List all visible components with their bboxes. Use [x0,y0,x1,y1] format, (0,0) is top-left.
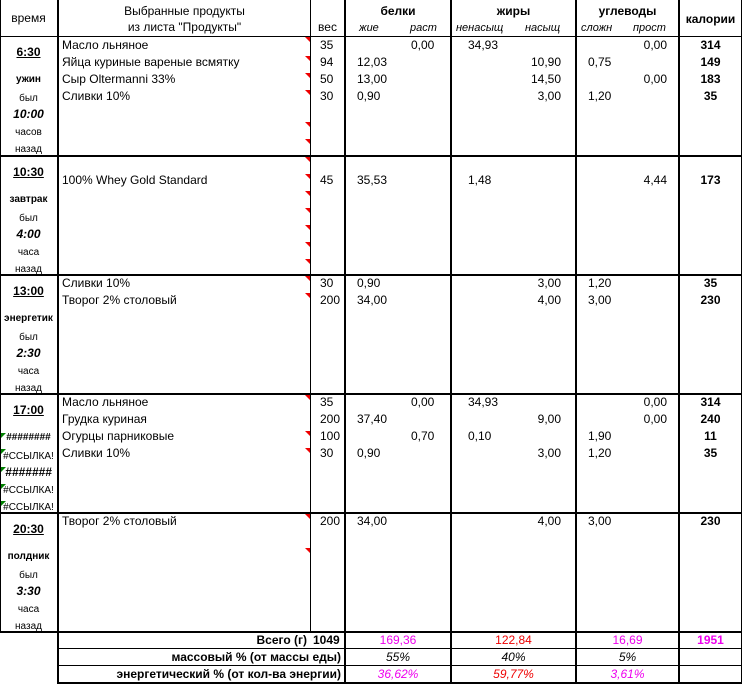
meal-unit: #ССЫЛКА! [3,485,54,496]
error-indicator-icon [1,433,6,438]
grid-line [0,36,742,37]
meal-was: был [19,213,38,224]
comment-indicator-icon [305,122,310,127]
header-protein: белки [380,4,416,18]
grid-line [575,0,577,684]
header-carbs-simple: прост [633,22,666,34]
meal-unit: часов [15,127,42,138]
product-weight[interactable]: 200 [320,293,341,307]
mass-pct-protein: 55% [385,650,411,664]
product-name[interactable]: Яйца куриные вареные всмятку [62,55,240,69]
nutrient-value-c2: 0,00 [643,412,667,426]
grid-line [57,648,742,649]
comment-indicator-icon [305,174,310,179]
product-weight[interactable]: 45 [320,173,334,187]
grid-line [57,0,59,684]
header-fat-sat: насыщ [525,22,561,34]
nutrient-value-p1: 0,90 [357,446,381,460]
nutrient-value-c1: 0,75 [588,55,612,69]
product-weight[interactable]: 200 [320,514,341,528]
error-indicator-icon [1,484,6,489]
nutrient-value-c1: 1,90 [588,429,612,443]
meal-back: назад [15,621,42,632]
nutrient-value-c1: 1,20 [588,446,612,460]
product-weight[interactable]: 50 [320,72,334,86]
meal-ago: 3:30 [16,584,41,598]
product-weight[interactable]: 100 [320,429,341,443]
meal-time: 17:00 [13,403,44,417]
product-calories: 183 [700,72,721,86]
header-protein-plant: раст [410,22,437,34]
mass-pct-carbs: 5% [618,650,637,664]
meal-name: полдник [7,551,50,562]
product-calories: 230 [700,293,721,307]
header-products-line1: Выбранные продукты [124,4,245,18]
nutrient-value-c1: 3,00 [588,514,612,528]
grid-line [57,665,742,666]
header-time: время [11,11,46,25]
nutrient-value-c1: 3,00 [588,293,612,307]
nutrient-value-f2: 3,00 [537,276,561,290]
comment-indicator-icon [305,548,310,553]
meal-was: был [19,570,38,581]
meal-back: назад [15,264,42,275]
nutrient-value-p1: 13,00 [357,72,388,86]
meal-name: ужин [16,74,41,85]
comment-indicator-icon [305,431,310,436]
nutrient-value-p1: 37,40 [357,412,388,426]
nutrient-value-p1: 0,90 [357,276,381,290]
energy-pct-label: энергетический % (от кол-ва энергии) [116,667,341,681]
mass-pct-label: массовый % (от массы еды) [171,650,341,664]
totals-carbs: 16,69 [612,633,643,647]
meal-name: энергетик [4,313,53,324]
mass-pct-fat: 40% [501,650,526,664]
nutrient-value-f2: 10,90 [530,55,561,69]
nutrient-value-f2: 3,00 [537,446,561,460]
comment-indicator-icon [305,157,310,162]
comment-indicator-icon [305,225,310,230]
error-indicator-icon [1,449,6,454]
meal-time: 6:30 [16,45,41,59]
grid-line [0,155,742,157]
meal-time: 13:00 [13,284,44,298]
comment-indicator-icon [305,73,310,78]
product-name[interactable]: Огурцы парниковые [62,429,174,443]
product-name[interactable]: Творог 2% столовый [62,514,177,528]
meal-back: назад [15,383,42,394]
comment-indicator-icon [305,293,310,298]
product-weight[interactable]: 35 [320,395,334,409]
nutrient-value-p1: 35,53 [357,173,388,187]
grid-line [310,0,311,632]
comment-indicator-icon [305,395,310,400]
nutrient-value-f2: 4,00 [537,514,561,528]
nutrient-value-f2: 4,00 [537,293,561,307]
header-calories: калории [685,12,736,26]
nutrient-value-c2: 0,00 [643,395,667,409]
energy-pct-protein: 36,62% [377,667,419,681]
nutrient-value-f2: 14,50 [530,72,561,86]
totals-protein: 169,36 [379,633,417,647]
product-calories: 240 [700,412,721,426]
nutrient-value-c2: 0,00 [643,72,667,86]
nutrient-value-p2: 0,00 [411,38,435,52]
comment-indicator-icon [305,37,310,42]
meal-back: #ССЫЛКА! [3,502,54,513]
comment-indicator-icon [305,276,310,281]
meal-name: завтрак [9,194,48,205]
meal-ago: ####### [5,465,52,479]
product-calories: 230 [700,514,721,528]
error-indicator-icon [1,467,6,472]
nutrient-value-f1: 1,48 [468,173,492,187]
product-calories: 149 [700,55,721,69]
product-name[interactable]: Сливки 10% [62,446,131,460]
nutrient-value-p1: 34,00 [357,514,388,528]
nutrient-value-c1: 1,20 [588,89,612,103]
meal-unit: часа [17,604,40,615]
nutrient-value-f1: 0,10 [468,429,492,443]
product-calories: 35 [703,446,718,460]
meal-ago: 10:00 [13,107,44,121]
product-weight[interactable]: 35 [320,38,334,52]
energy-pct-carbs: 3,61% [610,667,645,681]
product-name[interactable]: Сливки 10% [62,89,131,103]
product-name[interactable]: 100% Whey Gold Standard [62,173,208,187]
comment-indicator-icon [305,139,310,144]
header-products-line2: из листа "Продукты" [127,20,242,34]
product-name[interactable]: Грудка куриная [62,412,147,426]
product-weight[interactable]: 94 [320,55,334,69]
nutrient-value-c1: 1,20 [588,276,612,290]
product-calories: 173 [700,173,721,187]
header-protein-animal: жие [359,22,379,34]
nutrient-value-p1: 0,90 [357,89,381,103]
nutrient-value-p1: 34,00 [357,293,388,307]
meal-unit: часа [17,247,40,258]
comment-indicator-icon [305,514,310,519]
header-carbs-complex: сложн [581,22,613,34]
comment-indicator-icon [305,448,310,453]
comment-indicator-icon [305,259,310,264]
product-calories: 11 [704,429,717,443]
comment-indicator-icon [305,191,310,196]
product-name[interactable]: Масло льняное [62,395,149,409]
nutrient-value-f1: 34,93 [468,395,499,409]
nutrient-value-f2: 9,00 [537,412,561,426]
meal-back: назад [15,144,42,155]
grid-line [450,0,452,684]
totals-calories: 1951 [697,633,724,647]
meal-ago: 4:00 [16,227,41,241]
product-calories: 35 [703,276,718,290]
product-name[interactable]: Масло льняное [62,38,149,52]
meal-ago: 2:30 [16,346,41,360]
grid-line [344,0,346,684]
product-weight[interactable]: 200 [320,412,341,426]
totals-fat: 122,84 [495,633,532,647]
product-name[interactable]: Творог 2% столовый [62,293,177,307]
meal-was: был [19,332,38,343]
header-fat: жиры [496,4,531,18]
comment-indicator-icon [305,56,310,61]
energy-pct-fat: 59,77% [493,667,534,681]
nutrient-value-p2: 0,70 [411,429,435,443]
nutrient-value-f1: 34,93 [468,38,499,52]
nutrient-value-p1: 12,03 [357,55,388,69]
error-indicator-icon [1,501,6,506]
product-calories: 314 [700,38,721,52]
product-weight[interactable]: 30 [320,276,334,290]
meal-time: 20:30 [13,522,44,536]
header-weight: вес [318,20,337,34]
totals-label: Всего (г) [256,633,307,647]
product-weight[interactable]: 30 [320,89,334,103]
comment-indicator-icon [305,208,310,213]
nutrient-value-c2: 4,44 [643,173,667,187]
meal-unit: часа [17,366,40,377]
meal-name: ######## [6,432,51,443]
product-name[interactable]: Сыр Oltermanni 33% [62,72,176,86]
totals-weight: 1049 [313,633,340,647]
meal-was: #ССЫЛКА! [3,451,54,462]
meal-time: 10:30 [13,165,44,179]
product-weight[interactable]: 30 [320,446,334,460]
nutrient-value-p2: 0,00 [411,395,435,409]
product-calories: 35 [703,89,718,103]
nutrient-value-f2: 3,00 [537,89,561,103]
meal-was: был [19,93,38,104]
header-fat-unsat: ненасыщ [456,22,504,34]
product-name[interactable]: Сливки 10% [62,276,131,290]
nutrient-value-c2: 0,00 [643,38,667,52]
comment-indicator-icon [305,242,310,247]
comment-indicator-icon [305,90,310,95]
product-calories: 314 [700,395,721,409]
header-carbs: углеводы [598,4,657,18]
